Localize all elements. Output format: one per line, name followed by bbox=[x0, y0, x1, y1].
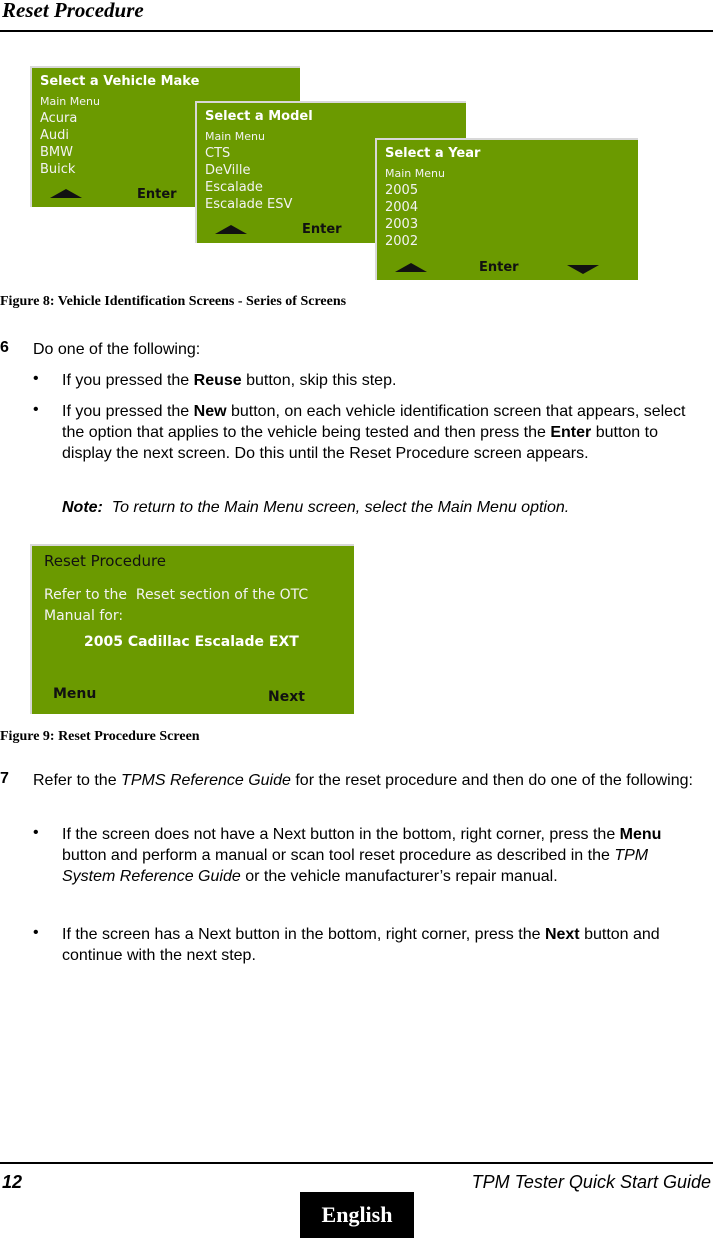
bullet-icon: • bbox=[33, 401, 39, 418]
figure-8-caption: Figure 8: Vehicle Identification Screens - Series of Screens bbox=[0, 294, 347, 309]
list-item: Main Menu bbox=[40, 95, 100, 108]
list-item: 2005 bbox=[385, 183, 419, 198]
figure-9-caption: Figure 9: Reset Procedure Screen bbox=[0, 729, 200, 744]
list-item: Escalade bbox=[205, 180, 263, 195]
enter-label: Enter bbox=[479, 260, 519, 275]
arrow-up-icon bbox=[215, 225, 247, 234]
enter-label: Enter bbox=[137, 187, 177, 202]
screen-title: Select a Vehicle Make bbox=[40, 74, 200, 89]
year-screen bbox=[375, 138, 638, 280]
arrow-up-icon bbox=[395, 263, 427, 272]
arrow-up-icon bbox=[50, 189, 82, 198]
bullet-icon: • bbox=[33, 824, 39, 841]
list-item: Main Menu bbox=[205, 130, 265, 143]
screen-title: Select a Model bbox=[205, 109, 313, 124]
list-item: Audi bbox=[40, 128, 69, 143]
list-item: Acura bbox=[40, 111, 78, 126]
note: Note: To return to the Main Menu screen, select the Main Menu option. bbox=[62, 499, 570, 516]
step-number: 7 bbox=[0, 770, 9, 787]
page-number: 12 bbox=[2, 1172, 23, 1192]
footer-rule bbox=[0, 1162, 713, 1164]
page-header-title: Reset Procedure bbox=[2, 0, 144, 22]
list-item: DeVille bbox=[205, 163, 251, 178]
list-item: Buick bbox=[40, 162, 76, 177]
screen-title: Select a Year bbox=[385, 146, 481, 161]
step-number: 6 bbox=[0, 339, 9, 356]
list-item: Main Menu bbox=[385, 167, 445, 180]
bullet-icon: • bbox=[33, 370, 39, 387]
step-text: Refer to the TPMS Reference Guide for the reset procedure and then do one of the following: bbox=[33, 772, 693, 789]
screen-title: Reset Procedure bbox=[44, 552, 167, 570]
bullet-text: If you pressed the New button, on each vehicle identification screen that appears, select the option that applies to the vehicle being tested and then press the Enter button to display the next screen. Do this until the Reset Procedure screen appears. bbox=[62, 403, 686, 462]
bullet-text: If the screen has a Next button in the bottom, right corner, press the Next button and continue with the next step. bbox=[62, 926, 660, 964]
language-tab: English bbox=[300, 1192, 414, 1238]
reset-procedure-screen bbox=[30, 544, 354, 714]
vehicle-name: 2005 Cadillac Escalade EXT bbox=[84, 634, 299, 650]
footer-title: TPM Tester Quick Start Guide bbox=[471, 1172, 711, 1192]
screen-text-line: Refer to the Reset section of the OTC bbox=[44, 587, 309, 603]
list-item: 2004 bbox=[385, 200, 419, 215]
list-item: 2003 bbox=[385, 217, 419, 232]
bullet-text: If the screen does not have a Next button in the bottom, right corner, press the Menu button and perform a manual or scan tool reset procedure as described in the TPM System Reference Guide or the vehicle manufacturer’s repair manual. bbox=[62, 826, 662, 885]
header-rule bbox=[0, 30, 713, 32]
step-intro: Do one of the following: bbox=[33, 341, 201, 358]
menu-label: Menu bbox=[53, 686, 97, 702]
next-label: Next bbox=[268, 689, 305, 705]
list-item: CTS bbox=[205, 146, 231, 161]
screen-text-line: Manual for: bbox=[44, 608, 124, 624]
list-item: BMW bbox=[40, 145, 73, 160]
arrow-down-icon bbox=[567, 265, 599, 274]
bullet-icon: • bbox=[33, 924, 39, 941]
enter-label: Enter bbox=[302, 222, 342, 237]
list-item: Escalade ESV bbox=[205, 197, 293, 212]
bullet-text: If you pressed the Reuse button, skip this step. bbox=[62, 372, 397, 389]
list-item: 2002 bbox=[385, 234, 419, 249]
